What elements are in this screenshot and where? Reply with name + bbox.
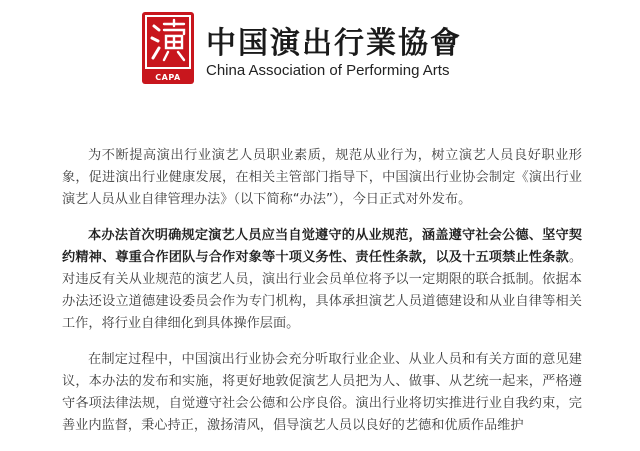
paragraph-drafting: 在制定过程中，中国演出行业协会充分听取行业企业、从业人员和有关方面的意见建议，本办法的发布和实施，将更好地敦促演艺人员把为人、做事、从艺统一起来，严格遵守各项法律法规，自觉遵守社会公德和公序良俗。演出行业将切实推进行业自我约束，完善业内监督，秉心持正，激扬清风，倡导演艺人员以良好的艺德和优质作品维护 — [62, 352, 582, 433]
seal-caption: CAPA — [155, 73, 181, 82]
paragraph-regulations-rest: 。对违反有关从业规范的演艺人员，演出行业会员单位将予以一定期限的联合抵制。依据本办法还设立道德建设委员会作为专门机构，具体承担演艺人员道德建设和从业自律等相关工作，将行业自律细化到具体操作层面。 — [62, 250, 582, 331]
paragraph-regulations — [62, 225, 582, 335]
header — [0, 0, 640, 100]
paragraph-intro: 为不断提高演出行业演艺人员职业素质，规范从业行为，树立演艺人员良好职业形象，促进演出行业健康发展，在相关主管部门指导下，中国演出行业协会制定《演出行业演艺人员从业自律管理办法》（以下简称“办法”），今日正式对外发布。 — [62, 148, 582, 207]
organization-name-chinese: 中国演出行業協會 — [206, 26, 462, 61]
seal-logo-icon — [142, 12, 194, 84]
paragraph-regulations-bold: 本办法首次明确规定演艺人员应当自觉遵守的从业规范，涵盖遵守社会公德、坚守契约精神、尊重合作团队与合作对象等十项义务性、责任性条款，以及十五项禁止性条款 — [62, 228, 582, 265]
article-body — [62, 145, 582, 451]
organization-name-english: China Association of Performing Arts — [206, 62, 450, 79]
